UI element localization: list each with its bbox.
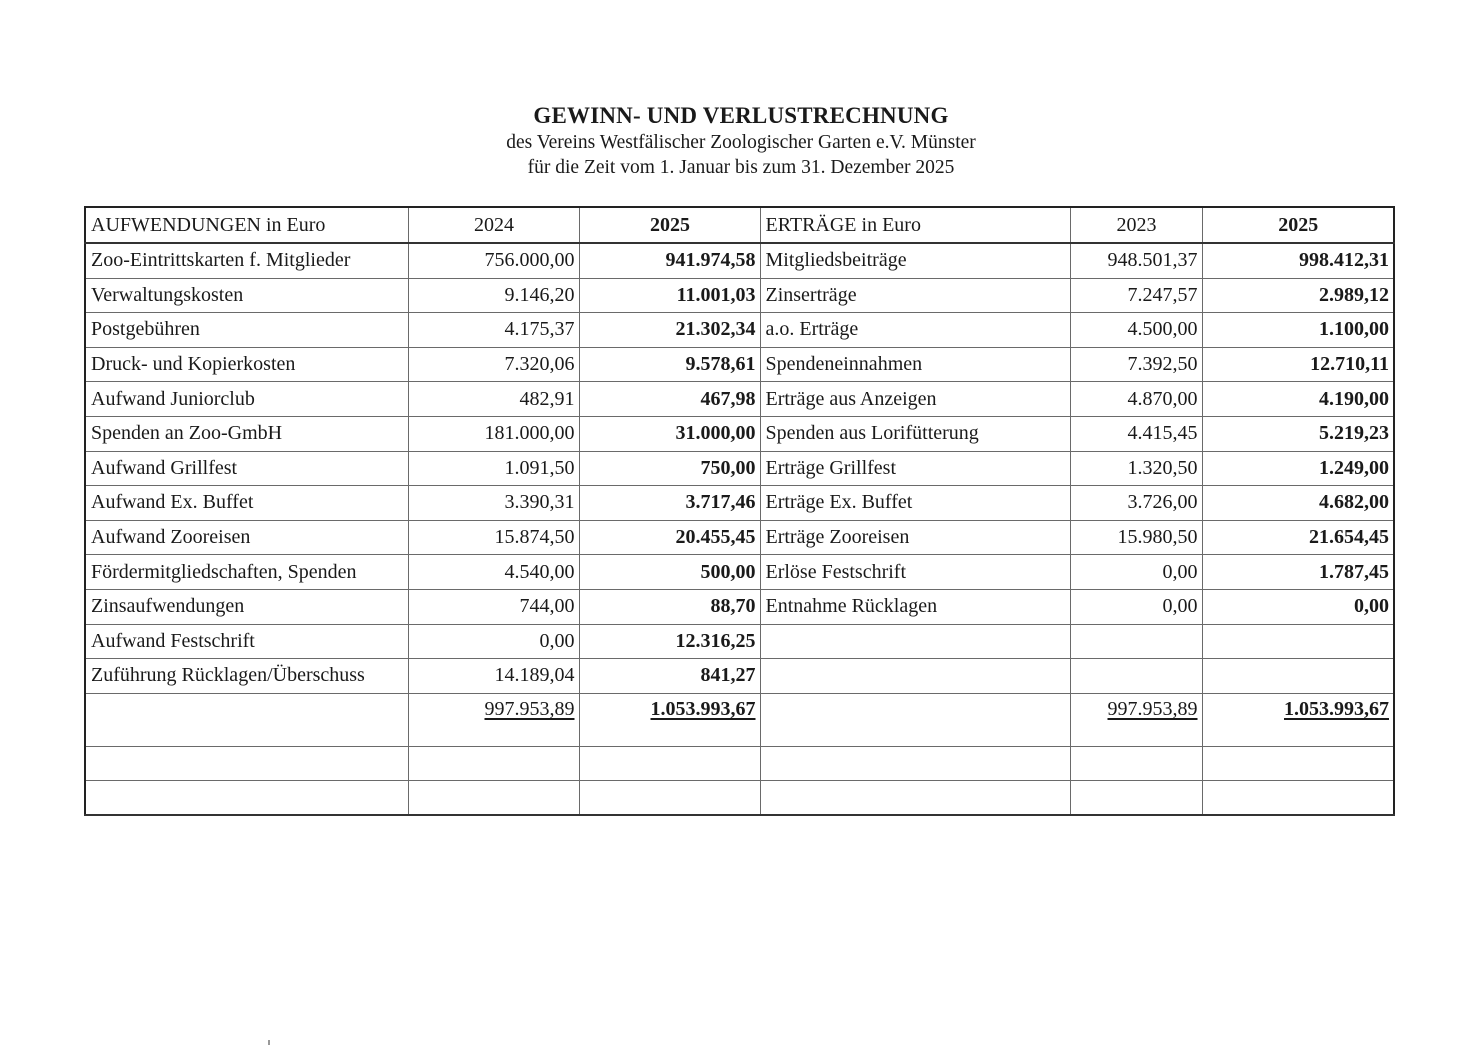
expense-prev-value: 482,91 bbox=[408, 382, 579, 417]
total-expense-prev-cell bbox=[408, 693, 579, 746]
income-prev-value: 0,00 bbox=[1070, 589, 1202, 624]
income-label: Erträge Zooreisen bbox=[760, 520, 1070, 555]
income-curr-value: 2.989,12 bbox=[1202, 278, 1394, 313]
table-row bbox=[85, 520, 1394, 555]
expense-curr-value: 841,27 bbox=[579, 659, 760, 694]
empty-cell bbox=[579, 746, 760, 780]
total-expense-prev: 997.953,89 bbox=[484, 697, 575, 720]
income-curr-value: 4.190,00 bbox=[1202, 382, 1394, 417]
expense-label: Spenden an Zoo-GmbH bbox=[85, 416, 408, 451]
income-curr-value: 12.710,11 bbox=[1202, 347, 1394, 382]
table-row bbox=[85, 486, 1394, 521]
income-label bbox=[760, 659, 1070, 694]
expense-label: Aufwand Ex. Buffet bbox=[85, 486, 408, 521]
income-prev-value: 1.320,50 bbox=[1070, 451, 1202, 486]
expense-curr-value: 20.455,45 bbox=[579, 520, 760, 555]
expense-curr-value: 31.000,00 bbox=[579, 416, 760, 451]
empty-cell bbox=[408, 746, 579, 780]
income-prev-value: 4.415,45 bbox=[1070, 416, 1202, 451]
income-curr-value: 5.219,23 bbox=[1202, 416, 1394, 451]
table-row bbox=[85, 416, 1394, 451]
empty-cell bbox=[1070, 746, 1202, 780]
document-period: für die Zeit vom 1. Januar bis zum 31. Dezember 2025 bbox=[527, 157, 955, 178]
expense-curr-value: 88,70 bbox=[579, 589, 760, 624]
expense-prev-value: 9.146,20 bbox=[408, 278, 579, 313]
income-curr-value: 1.100,00 bbox=[1202, 313, 1394, 348]
empty-cell bbox=[1070, 780, 1202, 815]
income-statement-table bbox=[84, 206, 1395, 816]
empty-cell bbox=[85, 780, 408, 815]
income-label: Spenden aus Lorifütterung bbox=[760, 416, 1070, 451]
expense-prev-value: 7.320,06 bbox=[408, 347, 579, 382]
expense-prev-value: 0,00 bbox=[408, 624, 579, 659]
table-row bbox=[85, 313, 1394, 348]
header-income-prev-year: 2023 bbox=[1070, 207, 1202, 243]
expense-label: Zuführung Rücklagen/Überschuss bbox=[85, 659, 408, 694]
total-income-prev: 997.953,89 bbox=[1107, 697, 1198, 720]
total-expense-curr: 1.053.993,67 bbox=[650, 697, 756, 720]
empty-cell bbox=[1202, 746, 1394, 780]
expense-label: Aufwand Grillfest bbox=[85, 451, 408, 486]
income-prev-value: 15.980,50 bbox=[1070, 520, 1202, 555]
income-label bbox=[760, 624, 1070, 659]
income-prev-value: 7.392,50 bbox=[1070, 347, 1202, 382]
document-subtitle: des Vereins Westfälischer Zoologischer Garten e.V. Münster bbox=[506, 132, 976, 153]
expense-curr-value: 3.717,46 bbox=[579, 486, 760, 521]
income-prev-value: 7.247,57 bbox=[1070, 278, 1202, 313]
scan-speck bbox=[268, 1040, 270, 1045]
expense-label: Zinsaufwendungen bbox=[85, 589, 408, 624]
income-label: Mitgliedsbeiträge bbox=[760, 243, 1070, 278]
table-row bbox=[85, 243, 1394, 278]
income-curr-value: 1.787,45 bbox=[1202, 555, 1394, 590]
expense-curr-value: 750,00 bbox=[579, 451, 760, 486]
income-curr-value: 1.249,00 bbox=[1202, 451, 1394, 486]
header-expenses-prev-year: 2024 bbox=[408, 207, 579, 243]
totals-income-label bbox=[760, 693, 1070, 746]
expense-label: Druck- und Kopierkosten bbox=[85, 347, 408, 382]
expense-curr-value: 9.578,61 bbox=[579, 347, 760, 382]
expense-prev-value: 4.175,37 bbox=[408, 313, 579, 348]
document-title: GEWINN- UND VERLUSTRECHNUNG bbox=[533, 103, 949, 128]
expense-label: Aufwand Juniorclub bbox=[85, 382, 408, 417]
empty-cell bbox=[579, 780, 760, 815]
empty-cell bbox=[1202, 780, 1394, 815]
income-label: Erträge Ex. Buffet bbox=[760, 486, 1070, 521]
header-expenses-curr-year: 2025 bbox=[579, 207, 760, 243]
totals-expense-label bbox=[85, 693, 408, 746]
income-prev-value: 0,00 bbox=[1070, 555, 1202, 590]
table-header-row bbox=[85, 207, 1394, 243]
income-curr-value bbox=[1202, 624, 1394, 659]
expense-curr-value: 941.974,58 bbox=[579, 243, 760, 278]
expense-prev-value: 756.000,00 bbox=[408, 243, 579, 278]
table-row bbox=[85, 659, 1394, 694]
expense-prev-value: 4.540,00 bbox=[408, 555, 579, 590]
income-label: Spendeneinnahmen bbox=[760, 347, 1070, 382]
income-curr-value: 4.682,00 bbox=[1202, 486, 1394, 521]
income-curr-value: 998.412,31 bbox=[1202, 243, 1394, 278]
expense-prev-value: 744,00 bbox=[408, 589, 579, 624]
table-row bbox=[85, 624, 1394, 659]
income-label: Zinserträge bbox=[760, 278, 1070, 313]
income-prev-value: 3.726,00 bbox=[1070, 486, 1202, 521]
income-label: a.o. Erträge bbox=[760, 313, 1070, 348]
income-prev-value: 4.870,00 bbox=[1070, 382, 1202, 417]
header-expenses-label: AUFWENDUNGEN in Euro bbox=[85, 207, 408, 243]
table-row bbox=[85, 278, 1394, 313]
income-curr-value: 0,00 bbox=[1202, 589, 1394, 624]
empty-cell bbox=[760, 746, 1070, 780]
expense-label: Zoo-Eintrittskarten f. Mitglieder bbox=[85, 243, 408, 278]
income-prev-value: 948.501,37 bbox=[1070, 243, 1202, 278]
expense-prev-value: 1.091,50 bbox=[408, 451, 579, 486]
table-row bbox=[85, 589, 1394, 624]
expense-label: Postgebühren bbox=[85, 313, 408, 348]
expense-prev-value: 181.000,00 bbox=[408, 416, 579, 451]
expense-label: Fördermitgliedschaften, Spenden bbox=[85, 555, 408, 590]
total-income-prev-cell bbox=[1070, 693, 1202, 746]
expense-label: Aufwand Festschrift bbox=[85, 624, 408, 659]
expense-curr-value: 21.302,34 bbox=[579, 313, 760, 348]
total-income-curr-cell bbox=[1202, 693, 1394, 746]
header-income-curr-year: 2025 bbox=[1202, 207, 1394, 243]
table-row bbox=[85, 451, 1394, 486]
expense-curr-value: 467,98 bbox=[579, 382, 760, 417]
income-prev-value bbox=[1070, 659, 1202, 694]
expense-prev-value: 15.874,50 bbox=[408, 520, 579, 555]
empty-cell bbox=[85, 746, 408, 780]
income-curr-value bbox=[1202, 659, 1394, 694]
totals-row bbox=[85, 693, 1394, 746]
header-income-label: ERTRÄGE in Euro bbox=[760, 207, 1070, 243]
table-row bbox=[85, 555, 1394, 590]
table-row bbox=[85, 382, 1394, 417]
income-label: Erträge aus Anzeigen bbox=[760, 382, 1070, 417]
expense-prev-value: 14.189,04 bbox=[408, 659, 579, 694]
table-row bbox=[85, 347, 1394, 382]
expense-curr-value: 11.001,03 bbox=[579, 278, 760, 313]
expense-prev-value: 3.390,31 bbox=[408, 486, 579, 521]
income-label: Erträge Grillfest bbox=[760, 451, 1070, 486]
expense-label: Aufwand Zooreisen bbox=[85, 520, 408, 555]
expense-curr-value: 500,00 bbox=[579, 555, 760, 590]
income-prev-value: 4.500,00 bbox=[1070, 313, 1202, 348]
empty-cell bbox=[408, 780, 579, 815]
income-label: Erlöse Festschrift bbox=[760, 555, 1070, 590]
total-expense-curr-cell bbox=[579, 693, 760, 746]
income-curr-value: 21.654,45 bbox=[1202, 520, 1394, 555]
empty-row bbox=[85, 746, 1394, 780]
income-prev-value bbox=[1070, 624, 1202, 659]
expense-curr-value: 12.316,25 bbox=[579, 624, 760, 659]
empty-cell bbox=[760, 780, 1070, 815]
expense-label: Verwaltungskosten bbox=[85, 278, 408, 313]
total-income-curr: 1.053.993,67 bbox=[1284, 697, 1389, 720]
income-label: Entnahme Rücklagen bbox=[760, 589, 1070, 624]
empty-row bbox=[85, 780, 1394, 815]
